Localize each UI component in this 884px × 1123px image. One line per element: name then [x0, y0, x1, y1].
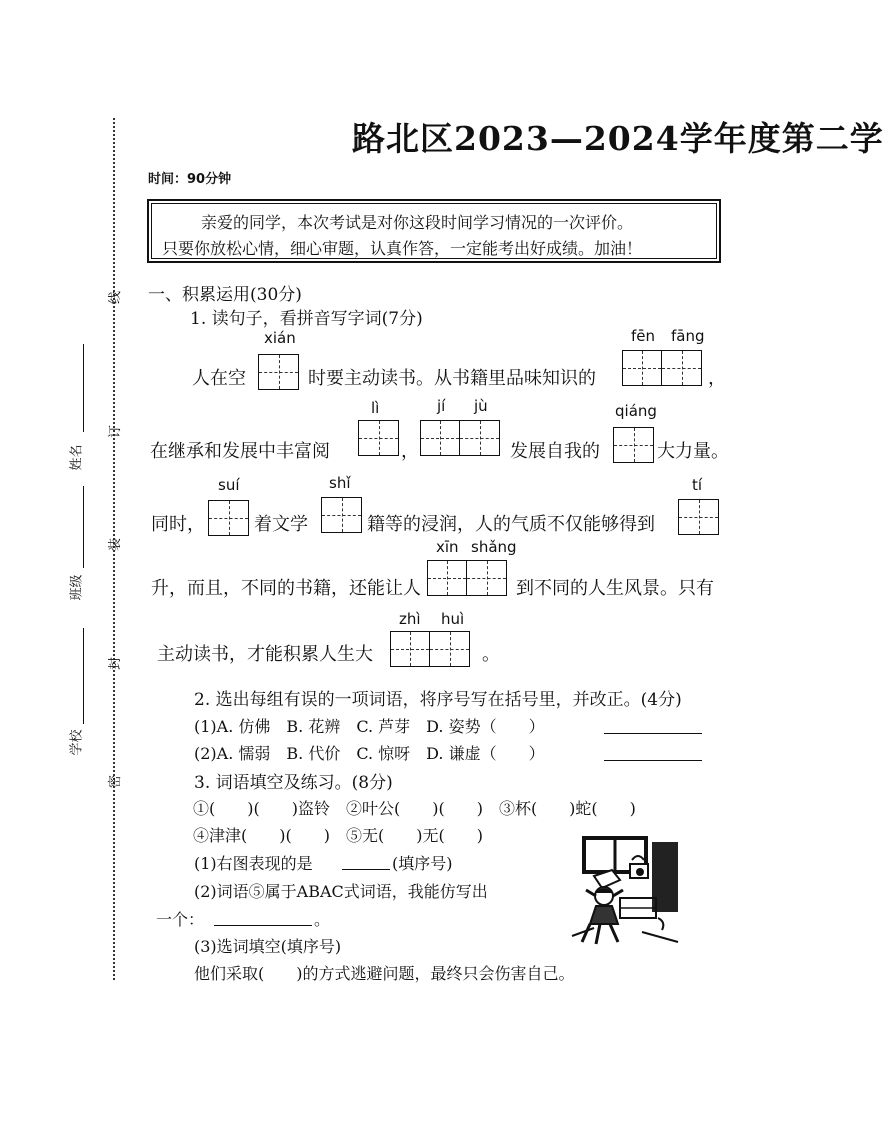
pinyin-shi: shǐ	[329, 474, 351, 492]
q2-row-2: (2)A. 懦弱 B. 代价 C. 惊呀 D. 谦虚（ ）	[194, 744, 545, 763]
q3-sub-2-suffix: 。	[314, 910, 331, 929]
q1-text-a1: 人在空	[192, 368, 246, 389]
binding-char-mi: 密	[108, 774, 124, 789]
q1-text-c1: 同时，	[151, 514, 205, 535]
binding-char-feng: 封	[108, 656, 124, 671]
section-1-heading: 一、积累运用(30分)	[148, 285, 302, 305]
q1-text-b2: ，	[401, 441, 419, 462]
answer-grid-jiju[interactable]	[420, 420, 500, 456]
q1-text-e2: 。	[482, 644, 500, 665]
q3-sub-1-answer-blank[interactable]	[342, 869, 390, 870]
pinyin-fang: fāng	[671, 327, 705, 345]
q1-text-c2: 着文学	[254, 514, 308, 535]
name-field-line[interactable]	[83, 344, 84, 432]
name-field-label: 姓名	[69, 444, 85, 471]
pinyin-zhi: zhì	[399, 610, 421, 628]
pinyin-shang: shǎng	[471, 538, 517, 556]
pinyin-hui: huì	[441, 610, 465, 628]
q1-text-b3: 发展自我的	[510, 441, 600, 462]
q2-title: 2. 选出每组有误的一项词语，将序号写在括号里，并改正。(4分)	[194, 690, 682, 710]
q3-row-2: ④津津( )( ) ⑤无( )无( )	[193, 826, 483, 845]
answer-grid-qiang[interactable]	[613, 427, 654, 463]
pinyin-xin: xīn	[436, 538, 459, 556]
q1-text-b4: 大力量。	[657, 441, 729, 462]
q1-text-d1: 升，而且，不同的书籍，还能让人	[151, 578, 421, 599]
notice-box	[147, 199, 721, 263]
class-field-line[interactable]	[83, 486, 84, 568]
q2-row-1: (1)A. 仿佛 B. 花辨 C. 芦芽 D. 姿势（ ）	[194, 717, 545, 736]
answer-grid-xian[interactable]	[258, 354, 299, 390]
answer-grid-sui[interactable]	[208, 500, 249, 536]
pinyin-ti: tí	[692, 476, 703, 494]
notice-line-2: 只要你放松心情，细心审题，认真作答，一定能考出好成绩。加油！	[162, 239, 643, 258]
pinyin-xian: xián	[264, 329, 296, 347]
q3-row-1: ①( )( )盗铃 ②叶公( )( ) ③杯( )蛇( )	[193, 799, 636, 818]
q1-text-e1: 主动读书，才能积累人生大	[157, 644, 373, 665]
class-field-label: 班级	[69, 574, 85, 601]
exam-time: 时间：90分钟	[148, 172, 232, 187]
q2-row-1-answer-blank[interactable]	[604, 733, 702, 734]
pinyin-sui: suí	[218, 476, 240, 494]
answer-grid-shi[interactable]	[321, 497, 362, 533]
q2-row-2-answer-blank[interactable]	[604, 760, 702, 761]
pinyin-ju: jù	[474, 397, 488, 415]
answer-grid-ti[interactable]	[678, 499, 719, 535]
q1-text-b1: 在继承和发展中丰富阅	[150, 441, 330, 462]
q1-text-a2: 时要主动读书。从书籍里品味知识的	[308, 368, 596, 389]
answer-grid-li[interactable]	[358, 420, 399, 456]
q3-title: 3. 词语填空及练习。(8分)	[194, 773, 393, 793]
q3-sub-3-sentence: 他们采取( )的方式逃避问题，最终只会伤害自己。	[194, 964, 575, 983]
pinyin-ji: jí	[437, 397, 446, 415]
answer-grid-fenfang[interactable]	[622, 350, 702, 386]
q3-sub-2-answer-blank[interactable]	[214, 925, 312, 926]
q3-sub-2: (2)词语⑤属于ABAC式词语，我能仿写出	[194, 882, 488, 901]
binding-char-zhuang: 装	[108, 537, 124, 552]
notice-line-1: 亲爱的同学，本次考试是对你这段时间学习情况的一次评价。	[201, 213, 634, 232]
binding-char-xian: 线	[108, 290, 124, 305]
ear-covering-thief-illustration	[570, 836, 682, 946]
q1-title: 1. 读句子，看拼音写字词(7分)	[190, 309, 423, 329]
pinyin-fen: fēn	[631, 327, 656, 345]
q3-sub-3: (3)选词填空(填序号)	[194, 937, 342, 956]
pinyin-qiang: qiáng	[615, 402, 657, 420]
pinyin-li: lì	[371, 399, 380, 417]
q1-text-d2: 到不同的人生风景。只有	[516, 578, 714, 599]
q3-sub-1-suffix: (填序号)	[392, 854, 453, 873]
school-field-label: 学校	[69, 729, 85, 756]
q1-text-c3: 籍等的浸润，人的气质不仅能够得到	[367, 514, 655, 535]
q3-sub-1: (1)右图表现的是	[194, 854, 313, 873]
school-field-line[interactable]	[83, 628, 84, 724]
answer-grid-zhihui[interactable]	[390, 631, 470, 667]
q1-text-a3: ，	[708, 368, 726, 389]
exam-title: 路北区2023—2024学年度第二学	[352, 119, 884, 158]
binding-char-ding: 订	[108, 424, 124, 439]
answer-grid-xinshang[interactable]	[427, 560, 507, 596]
q3-sub-2-prefix: 一个：	[156, 910, 205, 929]
